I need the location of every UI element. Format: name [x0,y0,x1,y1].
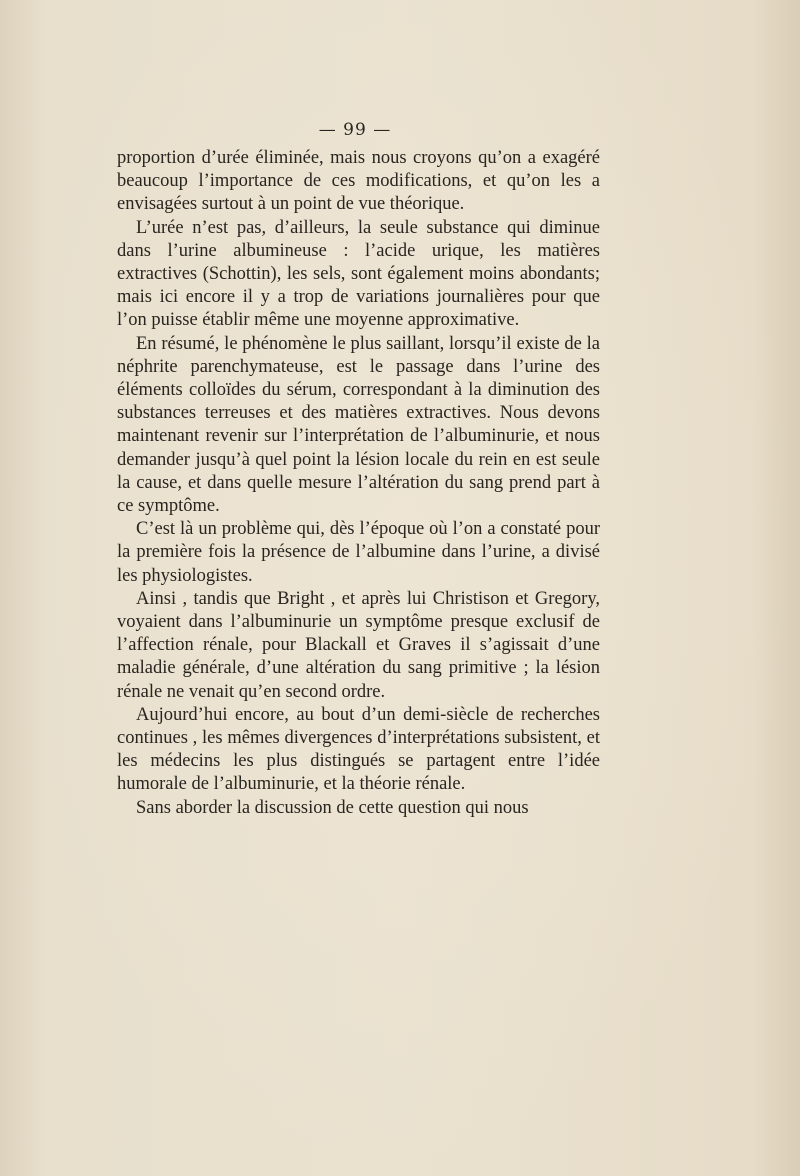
paragraph: L’urée n’est pas, d’ailleurs, la seule substance qui diminue dans l’urine albumineuse : l’acide urique, les matières extractives (Schottin), les sels, sont également moins abondants; mais ici encore il y a trop de variations journalières pour que l’on puisse établir même une moyenne approximative. [117,217,600,331]
body-text [117,147,600,820]
page-number: — 99 — [318,120,392,140]
paragraph: Sans aborder la discussion de cette question qui nous [136,797,529,818]
paragraph: Ainsi , tandis que Bright , et après lui Christison et Gregory, voyaient dans l’albuminurie un symptôme presque exclusif de l’affection rénale, pour Blackall et Graves il s’agissait d’une maladie générale, d’une altération du sang primitive ; la lésion rénale ne venait qu’en second ordre. [117,588,600,702]
paragraph: C’est là un problème qui, dès l’époque où l’on a constaté pour la première fois la présence de l’albumine dans l’urine, a divisé les physiologistes. [117,519,600,586]
paragraph: Aujourd’hui encore, au bout d’un demi-siècle de recherches continues , les mêmes divergences d’interprétations subsistent, et les médecins les plus distingués se partagent entre l’idée humorale de l’albuminurie, et la théorie rénale. [117,704,600,795]
paragraph: En résumé, le phénomène le plus saillant, lorsqu’il existe de la néphrite parenchymateuse, est le passage dans l’urine des éléments colloïdes du sérum, correspondant à la diminution des substances terreuses et des matières extractives. Nous devons maintenant revenir sur l’interprétation de l’albuminurie, et nous demander jusqu’à quel point la lésion locale du rein en est seule la cause, et dans quelle mesure l’altération du sang prend part à ce symptôme. [117,333,600,517]
paragraph-continued: proportion d’urée éliminée, mais nous croyons qu’on a exagéré beaucoup l’importance de ces modifications, et qu’on les a envisagées surtout à un point de vue théorique. [117,148,600,215]
